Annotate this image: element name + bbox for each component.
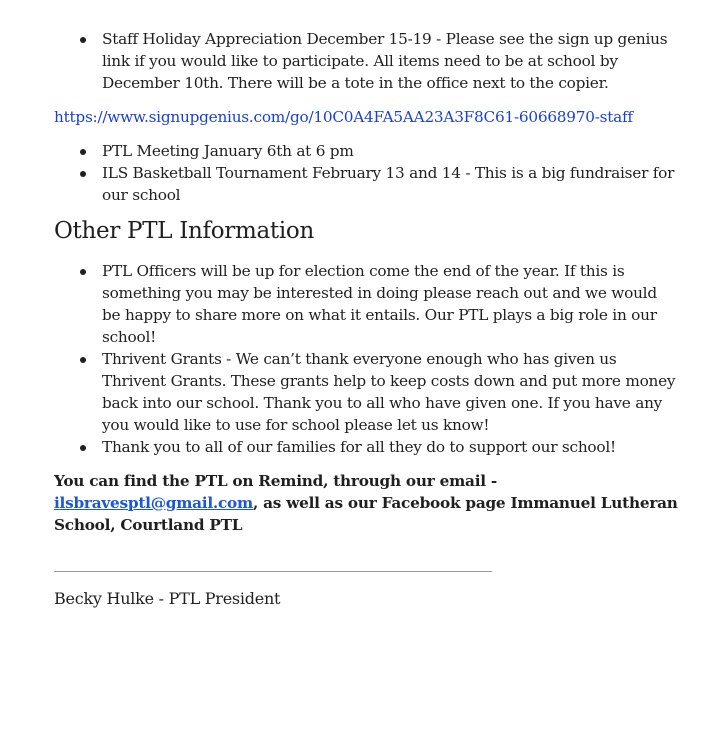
list-item-ptl-meeting: PTL Meeting January 6th at 6 pm: [102, 140, 679, 162]
signupgenius-link[interactable]: https://www.signupgenius.com/go/10C0A4FA5AA23A3F8C61-60668970-staff: [54, 108, 633, 126]
contact-suffix: , as well as our Facebook page Immanuel Lutheran School, Courtland PTL: [54, 494, 678, 534]
list-item-thanks: Thank you to all of our families for all they do to support our school!: [102, 436, 679, 458]
divider-line: ____________________________________________________________: [54, 554, 493, 572]
contact-prefix: You can find the PTL on Remind, through our email -: [54, 472, 498, 490]
list-item-staff-appreciation: Staff Holiday Appreciation December 15-19 - Please see the sign up genius link if you would like to participate. All items need to be at school by December 10th. There will be a tote in the office next to the copier.: [102, 28, 679, 94]
section-heading: Other PTL Information: [54, 218, 314, 244]
email-link[interactable]: ilsbravesptl@gmail.com: [54, 494, 253, 512]
contact-paragraph: [54, 470, 679, 536]
list-item-officers: PTL Officers will be up for election come the end of the year. If this is something you may be interested in doing please reach out and we would be happy to share more on what it entails. Our PTL plays a big role in our school!: [102, 260, 679, 348]
list-item-thrivent: Thrivent Grants - We can’t thank everyone enough who has given us Thrivent Grants. These grants help to keep costs down and put more money back into our school. Thank you to all who have given one. If you have any you would like to use for school please let us know!: [102, 348, 679, 436]
signature: Becky Hulke - PTL President: [54, 589, 281, 608]
document-page: [54, 28, 679, 610]
info-list: [54, 260, 679, 458]
event-list-1: [54, 28, 679, 94]
list-item-basketball: ILS Basketball Tournament February 13 and 14 - This is a big fundraiser for our school: [102, 162, 679, 206]
event-list-2: [54, 140, 679, 206]
